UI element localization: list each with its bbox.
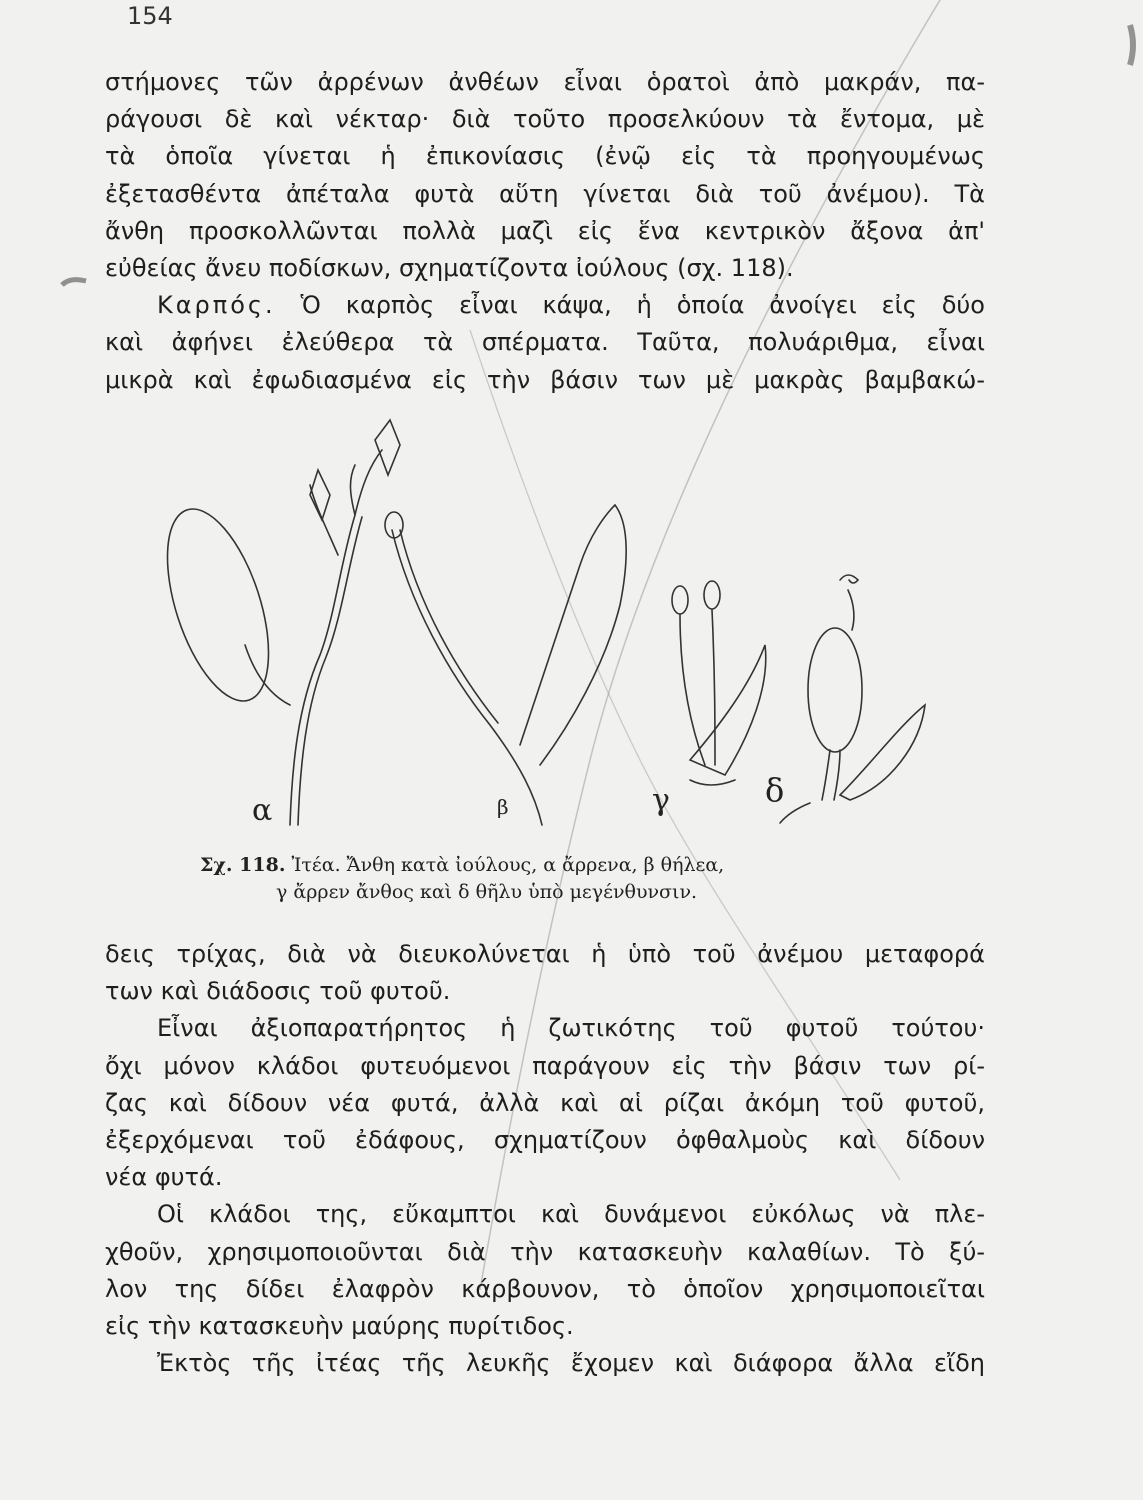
branch-alpha bbox=[290, 450, 382, 825]
figure-caption bbox=[200, 852, 920, 906]
text-line: νέα φυτά. bbox=[105, 1163, 223, 1192]
page-number: 154 bbox=[127, 2, 173, 30]
text-line: ἄνθη προσκολλῶνται πολλὰ μαζὶ εἰς ἕνα κεντρικὸν ἄξονα ἀπ' bbox=[105, 216, 985, 245]
figure-label-delta: δ bbox=[765, 771, 785, 809]
text-block-top bbox=[105, 64, 985, 399]
text-line: καὶ ἀφήνει ἐλεύθερα τὰ σπέρματα. Ταῦτα, πολυάριθμα, εἶναι bbox=[105, 328, 985, 357]
willow-figure bbox=[150, 405, 1000, 850]
caption-line-2: γ ἄρρεν ἄνθος καὶ δ θῆλυ ὑπὸ μεγένθυνσιν. bbox=[276, 881, 698, 903]
figure-label-alpha: α bbox=[252, 793, 273, 828]
flower-gamma bbox=[672, 581, 766, 785]
text-line: τὰ ὁποῖα γίνεται ἡ ἐπικονίασις (ἐνῷ εἰς τὰ προηγουμένως bbox=[105, 142, 985, 171]
text-line: στήμονες τῶν ἀρρένων ἀνθέων εἶναι ὁρατοὶ ἀπὸ μακράν, πα- bbox=[105, 68, 985, 96]
caption-line-1 bbox=[200, 852, 920, 879]
text-line: Ἐκτὸς τῆς ἰτέας τῆς λευκῆς ἔχομεν καὶ διάφορα ἄλλα εἴδη bbox=[157, 1349, 985, 1378]
catkin-beta bbox=[520, 505, 626, 765]
text-line: Ὁ καρπὸς εἶναι κάψα, ἡ ὁποία ἀνοίγει εἰς δύο bbox=[300, 291, 985, 320]
text-block-bottom bbox=[105, 936, 985, 1382]
text-line: λον της δίδει ἐλαφρὸν κάρβουνον, τὸ ὁποῖον χρησιμοποιεῖται bbox=[105, 1274, 985, 1303]
willow-illustration bbox=[150, 405, 1000, 850]
text-line: ζας καὶ δίδουν νέα φυτά, ἀλλὰ καὶ αἱ ρίζαι ἀκόμη τοῦ φυτοῦ, bbox=[105, 1088, 985, 1117]
fruit-paragraph-first-line bbox=[105, 287, 985, 324]
bud-alpha-1 bbox=[375, 420, 400, 475]
text-line: των καὶ διάδοσις τοῦ φυτοῦ. bbox=[105, 977, 451, 1006]
text-line: ὄχι μόνον κλάδοι φυτευόμενοι παράγουν εἰς τὴν βάσιν των ρί- bbox=[105, 1051, 985, 1080]
text-line: χθοῦν, χρησιμοποιοῦνται διὰ τὴν κατασκευὴν καλαθίων. Τὸ ξύ- bbox=[105, 1237, 985, 1266]
text-line: εὐθείας ἄνευ ποδίσκων, σχηματίζοντα ἰούλους (σχ. 118). bbox=[105, 254, 794, 283]
text-line: δεις τρίχας, διὰ νὰ διευκολύνεται ἡ ὑπὸ τοῦ ἀνέμου μεταφορά bbox=[105, 940, 985, 968]
text-line: εἰς τὴν κατασκευὴν μαύρης πυρίτιδος. bbox=[105, 1312, 574, 1341]
branch-beta bbox=[392, 530, 542, 825]
fruit-heading: Καρπός. bbox=[157, 291, 276, 320]
text-line: Οἱ κλάδοι της, εὔκαμπτοι καὶ δυνάμενοι εὐκόλως νὰ πλε- bbox=[157, 1200, 985, 1229]
figure-label-gamma: γ bbox=[652, 783, 670, 818]
figure-label-beta: β bbox=[497, 795, 509, 819]
text-line: ἐξετασθέντα ἀπέταλα φυτὰ αὕτη γίνεται διὰ τοῦ ἀνέμου). Τὰ bbox=[105, 179, 985, 208]
text-line: ράγουσι δὲ καὶ νέκταρ· διὰ τοῦτο προσελκύουν τὰ ἔντομα, μὲ bbox=[105, 105, 985, 134]
text-line: μικρὰ καὶ ἐφωδιασμένα εἰς τὴν βάσιν των μὲ μακρὰς βαμβακώ- bbox=[105, 365, 985, 394]
caption-text-1: Ἰτέα. Ἄνθη κατὰ ἰούλους, α ἄρρενα, β θήλεα, bbox=[291, 854, 725, 876]
caption-figure-number: Σχ. 118. bbox=[200, 854, 286, 876]
text-line: ἐξερχόμεναι τοῦ ἐδάφους, σχηματίζουν ὀφθαλμοὺς καὶ δίδουν bbox=[105, 1126, 985, 1155]
flower-delta bbox=[780, 575, 925, 823]
catkin-alpha bbox=[150, 497, 289, 713]
text-line: Εἶναι ἀξιοπαρατήρητος ἡ ζωτικότης τοῦ φυτοῦ τούτου· bbox=[157, 1014, 985, 1043]
